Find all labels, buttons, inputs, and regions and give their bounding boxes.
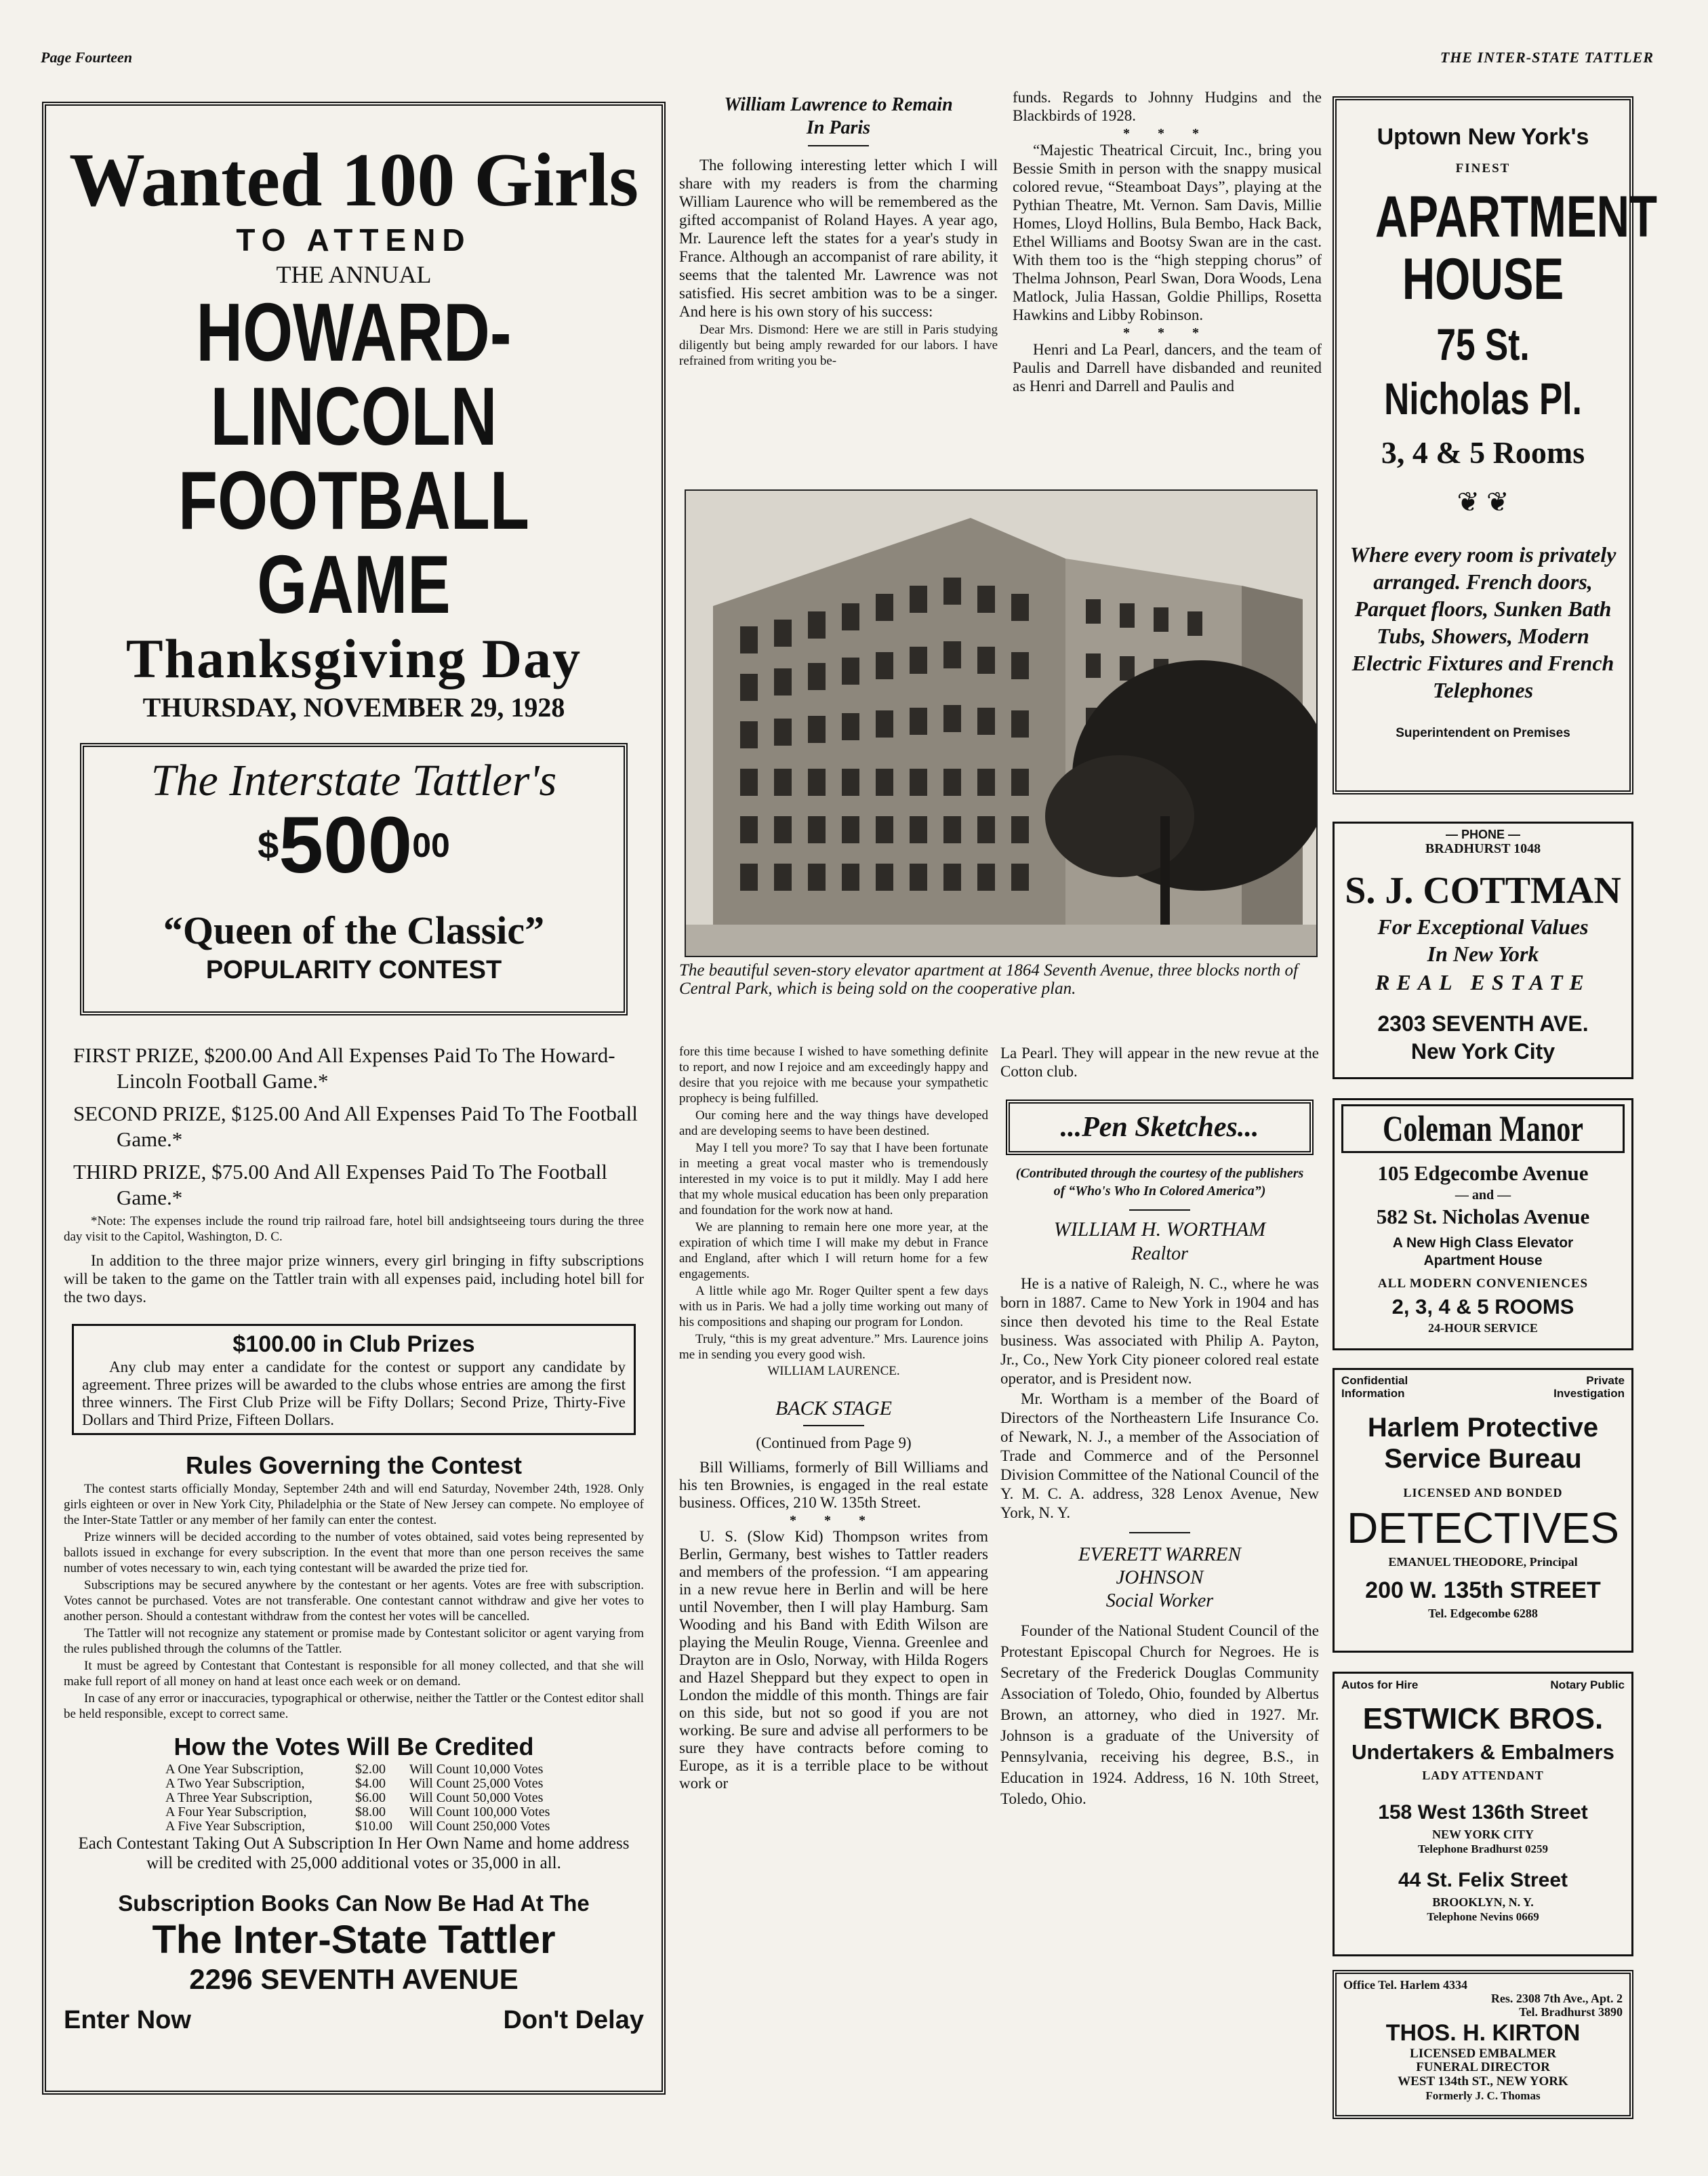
- to-attend: TO ATTEND: [236, 222, 472, 258]
- apartment-finest: FINEST: [1455, 161, 1511, 176]
- cottman-address: 2303 SEVENTH AVE.: [1377, 1011, 1589, 1036]
- rule-paragraph: Prize winners will be decided according to the number of votes obtained, said votes being represented by ballots issued in exchange for every subscription. In the event that more than one person receives the same number of votes necessary to win, each tying contestant will be awarded the prize tied for.: [64, 1530, 644, 1575]
- votes-row: A Two Year Subscription, $4.00 Will Count 25,000 Votes: [165, 1776, 544, 1791]
- lawrence-continuation-and-backstage: [679, 1044, 988, 2101]
- kirton-res-tel: Tel. Bradhurst 3890: [1519, 2005, 1623, 2019]
- johnson-name-1: EVERETT WARREN: [1078, 1544, 1241, 1565]
- apartment-address: 75 St. Nicholas Pl.: [1384, 319, 1582, 424]
- harlem-confidential: Confidential: [1341, 1374, 1408, 1387]
- estwick-address-1: 158 West 136th Street: [1378, 1801, 1588, 1824]
- kirton-street: WEST 134th ST., NEW YORK: [1398, 2074, 1568, 2089]
- harlem-name-2: Service Bureau: [1384, 1444, 1582, 1474]
- holiday: Thanksgiving Day: [125, 628, 582, 689]
- backstage-title: BACK STAGE: [775, 1397, 892, 1419]
- club-prizes-text: Any club may enter a candidate for the contest or support any candidate by agreement. Three prizes will be awarded to the clubs whose entries are among the first three winners. The First Club Prize will be Fifty Dollars; Second Prize, Thirty-Five Dollars and Third Prize, Fifteen Dollars.: [82, 1358, 626, 1428]
- letter-paragraph: Truly, “this is my great adventure.” Mrs. Laurence joins me in sending you every good wish.: [679, 1332, 988, 1362]
- subscription-books: Subscription Books Can Now Be Had At The: [118, 1891, 590, 1916]
- photo-caption: The beautiful seven-story elevator apartment at 1864 Seventh Avenue, three blocks north of Central Park, which is being sold on the cooperative plan.: [679, 961, 1298, 998]
- house-title: HOUSE: [1402, 247, 1564, 312]
- letter-paragraph: fore this time because I wished to have something definite to report, and now I rejoice and am exceedingly happy and desire that you rejoice with me because your sympathetic prophecy is being fulfilled.: [679, 1045, 988, 1106]
- cottman-phone-label: — PHONE —: [1445, 828, 1520, 841]
- harlem-protective-ad: [1333, 1368, 1633, 1653]
- kirton-director: FUNERAL DIRECTOR: [1416, 2060, 1550, 2074]
- popularity-contest: POPULARITY CONTEST: [205, 956, 502, 984]
- event-line-1: HOWARD-LINCOLN: [196, 286, 512, 462]
- coleman-manor-ad: [1333, 1098, 1633, 1350]
- kirton-res: Res. 2308 7th Ave., Apt. 2: [1490, 1992, 1623, 2005]
- call-to-action: [64, 2003, 644, 2037]
- kirton-name: THOS. H. KIRTON: [1385, 2020, 1581, 2046]
- apartment-photo: [685, 489, 1318, 957]
- addition-text: In addition to the three major prize winners, every girl bringing in fifty subscriptions will be taken to the game on the Tattler train with all expenses paid, including hotel bill for the two days.: [64, 1252, 644, 1306]
- backstage-williams: Bill Williams, formerly of Bill Williams and his ten Brownies, is engaged in the real estate business. Offices, 210 W. 135th Street.: [679, 1459, 988, 1511]
- game-date: THURSDAY, NOVEMBER 29, 1928: [142, 692, 565, 723]
- pen-sketches-title: ...Pen Sketches...: [1006, 1100, 1314, 1155]
- wortham-bio-1: He is a native of Raleigh, N. C., where he was born in 1887. Came to New York in 1904 and has since then devoted his time to the Real Estate business. Was associated with Philip A. Payton, Jr., Co., New York City pioneer colored real estate operator, and is President now.: [1000, 1275, 1319, 1387]
- letter-paragraph: May I tell you more? To say that I have been fortunate in meeting a great vocal master who is tremendously interested in my voice is to put it mildly. May I add here that my whole musical education has been only preparation and foundation for the work now at hand.: [679, 1141, 988, 1217]
- harlem-private: Private: [1586, 1374, 1625, 1387]
- second-prize: SECOND PRIZE, $125.00 And All Expenses Paid To The Football Game.*: [73, 1102, 638, 1151]
- ornament-icon: ❦ ❦: [1457, 487, 1509, 517]
- prize-amount: [91, 801, 617, 907]
- votes-row: A Four Year Subscription, $8.00 Will Count 100,000 Votes: [165, 1805, 550, 1819]
- separator-stars: * * *: [1123, 325, 1211, 340]
- cottman-city: New York City: [1410, 1039, 1556, 1064]
- tattler-address: 2296 SEVENTH AVENUE: [189, 1963, 518, 1995]
- apartment-superintendent: Superintendent on Premises: [1396, 726, 1570, 740]
- estwick-tel-2: Telephone Nevins 0669: [1427, 1910, 1539, 1923]
- col3-la-pearl: La Pearl. They will appear in the new revue at the Cotton club.: [1000, 1045, 1319, 1080]
- pen-sketches-credit: (Contributed through the courtesy of the publishers of “Who's Who In Colored America”): [1015, 1166, 1304, 1198]
- harlem-investigation: Investigation: [1553, 1387, 1625, 1400]
- votes-table: [64, 1762, 644, 1834]
- col3-henri: Henri and La Pearl, dancers, and the team of Paulis and Darrell have disbanded and reunited as Henri and Darrell and Paulis and: [1013, 341, 1322, 395]
- separator-stars: * * *: [1123, 126, 1211, 141]
- lawrence-intro: The following interesting letter which I will share with my readers is from the charming William Laurence who will be remembered as the gifted accompanist of Roland Hayes. A year ago, Mr. Laurence left the states for a year's study in France. Although an accompanist of rare ability, it seems that the talented Mr. Lawrence was not satisfied. His secret ambition was to be a singer. And here is his own story of his success:: [679, 157, 998, 320]
- enter-now: Enter Now: [64, 2006, 191, 2034]
- the-annual: THE ANNUAL: [276, 261, 432, 288]
- title-rule: [1129, 1209, 1190, 1211]
- coleman-address-1: 105 Edgecombe Avenue: [1377, 1161, 1589, 1185]
- kirton-formerly: Formerly J. C. Thomas: [1425, 2089, 1541, 2102]
- masthead-running-title: THE INTER-STATE TATTLER: [1440, 49, 1654, 66]
- wanted-headline: Wanted 100 Girls: [68, 138, 639, 222]
- johnson-name-2: JOHNSON: [1116, 1567, 1204, 1588]
- page-number: Page Fourteen: [41, 49, 133, 66]
- letter-paragraph: A little while ago Mr. Roger Quilter spent a few days with us in Paris. We had a jolly time working out many of his compositions and shaping our program for London.: [679, 1284, 988, 1329]
- rule-paragraph: It must be agreed by Contestant that Contestant is responsible for all money collected, and that she will make full report of all money on hand at least once each week or on demand.: [64, 1659, 644, 1689]
- lawrence-title-1: William Lawrence to Remain: [724, 94, 953, 115]
- estwick-tel-1: Telephone Bradhurst 0259: [1417, 1842, 1549, 1855]
- harlem-principal: EMANUEL THEODORE, Principal: [1388, 1555, 1578, 1569]
- lawrence-letter-start: Dear Mrs. Dismond: Here we are still in Paris studying diligently but being amply rewarded for our labors. I have refrained from writing you be-: [679, 323, 998, 368]
- estwick-top-row: [1341, 1678, 1625, 1693]
- rule-paragraph: In case of any error or inaccuracies, typographical or otherwise, neither the Tattler or the Contest editor shall be held responsible, except to correct same.: [64, 1691, 644, 1721]
- contest-advertisement: [42, 102, 666, 2095]
- estwick-trade: Undertakers & Embalmers: [1351, 1740, 1614, 1764]
- votes-row: A Five Year Subscription, $10.00 Will Count 250,000 Votes: [165, 1819, 550, 1834]
- votes-row: A One Year Subscription, $2.00 Will Count 10,000 Votes: [165, 1762, 544, 1777]
- col3-majestic: “Majestic Theatrical Circuit, Inc., bring you Bessie Smith in person with the snappy musical colored revue, “Steamboat Days”, playing at the Pythian Theatre, Mt. Vernon. Sam Davis, Millie Homes, Lloyd Hollins, Bula Bembo, Hack Back, Ethel Williams and Bootsy Swan are in the cast. With them too is the “high stepping chorus” of Thelma Johnson, Pearl Swan, Dora Woods, Lena Matlock, Julia Hassan, Goldie Phillips, Rosetta Hawkins and Libby Robinson.: [1013, 142, 1322, 323]
- title-rule: [803, 1425, 864, 1426]
- estwick-address-2: 44 St. Felix Street: [1398, 1869, 1568, 1891]
- prize-amount-value: 500: [279, 801, 413, 890]
- backstage-top-continuation: [1013, 88, 1322, 475]
- kirton-ad: [1333, 1970, 1633, 2119]
- estwick-city-2: BROOKLYN, N. Y.: [1432, 1895, 1534, 1909]
- harlem-licensed: LICENSED AND BONDED: [1403, 1486, 1563, 1499]
- apartment-rooms: 3, 4 & 5 Rooms: [1381, 435, 1585, 470]
- cottman-line-1: For Exceptional Values: [1377, 914, 1589, 939]
- event-line-2: FOOTBALL GAME: [178, 454, 529, 630]
- estwick-name: ESTWICK BROS.: [1362, 1702, 1604, 1735]
- apartment-ad: [1333, 96, 1657, 794]
- votes-row: A Three Year Subscription, $6.00 Will Count 50,000 Votes: [165, 1790, 544, 1805]
- estwick-lady: LADY ATTENDANT: [1422, 1769, 1544, 1782]
- rule-paragraph: The contest starts officially Monday, September 24th and will end Saturday, November 24th, 1928. Only girls eighteen or over in New York City, Philadelphia or the State of New Jersey can compete. No employee of the Inter-State Tattler or any member of her family can enter the contest.: [64, 1482, 644, 1527]
- separator-stars: * * *: [790, 1513, 878, 1528]
- prize-list: [64, 1043, 644, 1211]
- apartment-title: APARTMENT: [1375, 184, 1657, 249]
- prize-cents: 00: [412, 826, 450, 864]
- letter-paragraph: We are planning to remain here one more year, at the expiration of which time I will make my debut in France and England, after which I will return home for a few engagements.: [679, 1220, 988, 1281]
- coleman-and: — and —: [1455, 1188, 1511, 1203]
- kirton-office-tel: Office Tel. Harlem 4334: [1343, 1978, 1467, 1992]
- col3-funds: funds. Regards to Johnny Hudgins and the Blackbirds of 1928.: [1013, 89, 1322, 124]
- dont-delay: Don't Delay: [503, 2006, 644, 2034]
- harlem-street: 200 W. 135th STREET: [1365, 1577, 1601, 1603]
- estwick-ad: [1333, 1672, 1633, 1956]
- wortham-bio-2: Mr. Wortham is a member of the Board of Directors of the Northeastern Life Insurance Co. of Newark, N. J., a member of the Association of Trade and Commerce and of the Personnel Division Committee of the National Council of the Y. M. C. A. address, 328 Lenox Avenue, New York, N. Y.: [1000, 1390, 1319, 1521]
- harlem-tel: Tel. Edgecombe 6288: [1428, 1607, 1538, 1620]
- apartment-description: Where every room is privately arranged. French doors, Parquet floors, Sunken Bath Tubs, Showers, Modern Electric Fixtures and French Telephones: [1349, 542, 1616, 702]
- estwick-city-1: NEW YORK CITY: [1431, 1828, 1534, 1841]
- johnson-bio: Founder of the National Student Council of the Protestant Episcopal Church for Negroes. He is Secretary of the Frederick Douglas Community Association of Toledo, Ohio, founded by Albertus Brown, an attorney, who died in 1927. Mr. Johnson is a graduate of the University of Pennsylvania, receiving his degree, B.S., in Education in 1924. Address, 16 N. 10th Street, Toledo, Ohio.: [1000, 1622, 1319, 1807]
- letter-paragraph: Our coming here and the way things have developed and are developing seems to have been destined.: [679, 1108, 988, 1138]
- apartment-uptown: Uptown New York's: [1377, 124, 1589, 150]
- backstage-thompson: U. S. (Slow Kid) Thompson writes from Berlin, Germany, best wishes to Tattler readers and members of the profession. “I am appearing in a new revue here in Berlin and will be here until November, then I will play Hamburg. Sam Wooding and his Band with Edith Wilson are playing the Meulin Rouge, Vienna. Greenlee and Drayton are in Oslo, Norway, with Hilda Rogers and Hazel Sheppard but they expect to open in London the middle of this month. Things are fair on this side, but not so good if you are not working. Be sure and advise all performers to be sure they have contracts before coming to Europe, as it is a terrible place to be without work or: [679, 1528, 988, 1792]
- rules-title: Rules Governing the Contest: [185, 1451, 523, 1479]
- title-rule: [808, 145, 869, 146]
- estwick-autos: Autos for Hire: [1341, 1678, 1419, 1691]
- coleman-service: 24-HOUR SERVICE: [1428, 1321, 1538, 1335]
- cottman-phone: BRADHURST 1048: [1425, 841, 1541, 856]
- kirton-embalmer: LICENSED EMBALMER: [1410, 2047, 1556, 2061]
- cottman-real-estate: REAL ESTATE: [1375, 970, 1591, 994]
- apartment-building-illustration: [686, 491, 1316, 956]
- title-rule: [1129, 1532, 1190, 1533]
- estwick-notary: Notary Public: [1550, 1678, 1625, 1691]
- wortham-role: Realtor: [1131, 1243, 1188, 1264]
- lawrence-article: [679, 94, 998, 473]
- rule-paragraph: The Tattler will not recognize any statement or promise made by Contestant solicitor or agent varying from the rules published through the columns of the Tattler.: [64, 1626, 644, 1656]
- tattler-paper: The Inter-State Tattler: [152, 1918, 556, 1962]
- rules-list: [64, 1481, 644, 1722]
- votes-title: How the Votes Will Be Credited: [174, 1733, 534, 1760]
- harlem-information: Information: [1341, 1387, 1405, 1400]
- lawrence-letter-continued: [679, 1044, 988, 1379]
- lawrence-title-2: In Paris: [806, 117, 871, 138]
- cottman-ad: [1333, 822, 1633, 1079]
- cottman-line-2: In New York: [1427, 942, 1539, 966]
- prize-box: [80, 743, 628, 1015]
- lawrence-signature: WILLIAM LAURENCE.: [767, 1364, 900, 1378]
- coleman-desc-2: Apartment House: [1423, 1253, 1543, 1268]
- harlem-top-row: [1341, 1374, 1625, 1400]
- club-prizes-box: [72, 1324, 636, 1435]
- votes-extra: Each Contestant Taking Out A Subscription In Her Own Name and home address will be credited with 25,000 additional votes or 35,000 in all.: [78, 1834, 630, 1872]
- club-prizes-title: $100.00 in Club Prizes: [232, 1331, 475, 1357]
- coleman-desc-1: A New High Class Elevator: [1392, 1235, 1574, 1251]
- coleman-conveniences: ALL MODERN CONVENIENCES: [1377, 1276, 1589, 1291]
- first-prize: FIRST PRIZE, $200.00 And All Expenses Paid To The Howard-Lincoln Football Game.*: [73, 1043, 615, 1093]
- harlem-detectives: DETECTIVES: [1347, 1504, 1619, 1552]
- cottman-name: S. J. COTTMAN: [1345, 870, 1621, 912]
- tattler-name: The Interstate Tattler's: [150, 756, 557, 805]
- prize-dollar-sign: $: [258, 824, 279, 866]
- coleman-rooms: 2, 3, 4 & 5 ROOMS: [1391, 1295, 1574, 1318]
- johnson-role: Social Worker: [1105, 1590, 1214, 1611]
- queen-of-classic: “Queen of the Classic”: [163, 908, 545, 952]
- harlem-name-1: Harlem Protective: [1367, 1413, 1599, 1443]
- coleman-name: Coleman Manor: [1341, 1104, 1625, 1153]
- coleman-address-2: 582 St. Nicholas Avenue: [1376, 1205, 1590, 1228]
- wortham-name: WILLIAM H. WORTHAM: [1053, 1218, 1266, 1241]
- third-prize: THIRD PRIZE, $75.00 And All Expenses Paid To The Football Game.*: [73, 1160, 608, 1209]
- rule-paragraph: Subscriptions may be secured anywhere by the contestant or her agents. Votes are free with subscription. Votes cannot be purchased. Votes are not transferable. One contestant cannot withdraw and give her votes to another person. Should a contestant withdraw from the contest her votes will be cancelled.: [64, 1578, 644, 1624]
- backstage-continued: (Continued from Page 9): [756, 1434, 912, 1451]
- pen-sketches-column: [1000, 1044, 1319, 2101]
- expenses-note: *Note: The expenses include the round trip railroad fare, hotel bill andsightseeing tours during the three day visit to the Capitol, Washington, D. C.: [64, 1214, 644, 1244]
